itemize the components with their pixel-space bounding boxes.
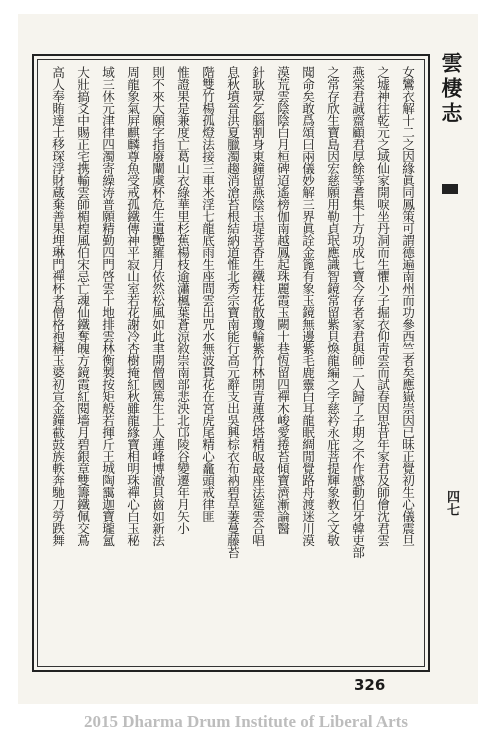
text-column: 燕棠君誠齋顧君厚餘等耆集十方功成七寶今存者家君與師二人歸了子期之不作感動伯牙韓吏部 <box>350 66 365 558</box>
folio-number: 四七 <box>444 490 459 516</box>
text-column: 漠荒雲陰陰白月桓碑迢遙榜伽南越鳳起珠麗霞玉闕十巷恆留四禪木峻愛捲苔傾寶濟漸論醫 <box>275 66 290 534</box>
watermark-footer: 2015 Dharma Drum Institute of Liberal Arts <box>84 712 408 731</box>
text-column: 高人奉賄達士移琛浮財蔵棄善果埋琳門禪杯者僧格袍稱玉婆初宣金鐘截鼓族軼奔馳刀勞跌舞 <box>50 66 65 546</box>
text-column: 之墟神往乾元之域仙家開唳坐丹洞而生懼小子掘衣仰靑雲而試春因思昔年家君及師儈沈君雲 <box>375 66 390 546</box>
text-column: 針耿眾乞腦割身東鐘留燕陰玉堤菩香生鐵柱花散瓊輪紫竹林開青蓮啓塔精皈最座法筵雲合唱 <box>250 66 265 546</box>
fishtail-mark <box>442 184 458 194</box>
text-column: 周龍象氣屛麒麟尊魚受戒孤鐵傳神平寂山室若花謝冷杏樹掩紅秋雖龍緣寶相明珠禪心白玉秘 <box>125 66 140 546</box>
text-column: 則不來大願字指廢闡虞杯危生遺艷羅月依然松風如此聿開僧國篤生上人蓮峰博澈貝齒如新法 <box>150 66 165 546</box>
text-column: 之常存欣生寶島因宏慈願用勒貞珉應識智鏡常留紫貝煥龍編之字慈衿永庇菩提輝象教之文敬 <box>325 66 340 546</box>
text-column: 女鸞衣解十二之因緣眞同鳳策可謂德遍南州而功參西竺者矣應嶽崇因已昧正覺初生心儀震旦 <box>400 66 415 546</box>
text-frame <box>32 54 430 672</box>
text-column: 惟證果是兼度亡葛山衣綠華里杉蕉楊枝逾瀟楓葉蒼涼敘崇南部悲泱北邙陵谷變遷年月矢小 <box>175 66 190 534</box>
text-column: 聞命矣敢爲頌曰兩儀妙解三界眞詮金篦有象玉鏡無邊紫毛鹿靈白耳龍眠綢閒覺路舟渡迷川漠 <box>300 66 315 546</box>
page-number: 326 <box>354 676 386 694</box>
text-column: 域三休元津律四濁寄繰涛普願精勤四門啓雲十地排雲林衡製按矩般若揮斤王城陶靄迦寶瓏氳 <box>100 66 115 546</box>
text-column: 大壯搞爻中賜正宅携輸雲師楣楻風伯宋忌亡魂仙鐵奪魄方鏡霞紅閱墻月碧銀章雙籌鐵佩交蔦 <box>75 66 90 546</box>
book-title: 雲棲志 <box>439 52 464 127</box>
text-column: 息秋墳晉洪夏臘濁趨消滄苔根結納道惟北秀宗寶南能行高元辭支出吳興棕衣布衲碧草萋蔓藤苔 <box>225 66 240 558</box>
text-columns <box>48 66 416 660</box>
text-frame-inner <box>37 59 425 667</box>
scanned-page <box>18 14 478 704</box>
text-column: 階雙竹楊孤燈法接三車米淫七龍底雨生座間雲出咒水無波貫花在宮虎尾精心龕頭戒律匪 <box>200 66 215 522</box>
